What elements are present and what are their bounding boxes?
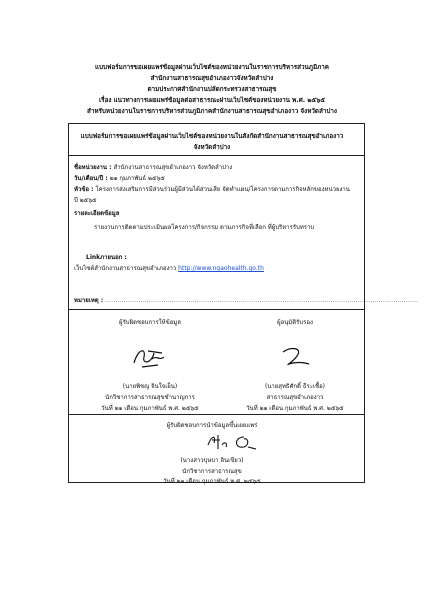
unit-value: สำนักงานสาธารณสุขอำเภองาว จังหวัดลำปาง xyxy=(113,164,233,171)
remark-label: หมายเหตุ : xyxy=(74,297,104,304)
subject-value-line-2: ปี ๒๕๖๕ xyxy=(74,197,97,204)
website-link[interactable]: http://www.ngaohealth.go.th xyxy=(178,265,264,272)
date-row xyxy=(74,173,165,183)
bottom-sign-name: (นางสาวบุษบา อินเขียว) xyxy=(180,457,244,464)
unit-row xyxy=(74,162,232,172)
header-line-5: สำหรับหน่วยงานในราชการบริหารส่วนภูมิภาคสำนักงานสาธารณสุขอำเภองาว จังหวัดลำปาง xyxy=(87,108,337,115)
title-divider xyxy=(68,155,365,156)
bottom-sign-position: นักวิชาการสาธารณสุข xyxy=(182,468,242,475)
left-signature-image xyxy=(128,343,170,371)
bottom-signature-image xyxy=(204,431,268,453)
left-sign-date: วันที่ ๒๑ เดือน กุมภาพันธ์ พ.ศ. ๒๕๖๕ xyxy=(101,405,199,412)
form-title-line-2: จังหวัดลำปาง xyxy=(193,144,231,151)
details-text: รายงานการติดตามประเมินผลโครงการ/กิจกรรม ตามภารกิจที่เลือก ที่ผู้บริหารรับทราบ xyxy=(94,224,315,231)
bottom-sign-date: วันที่ ๒๑ เดือน กุมภาพันธ์ พ.ศ. ๒๕๖๕ xyxy=(163,478,261,485)
link-label: Linkภายนอก : xyxy=(86,254,127,261)
left-sign-position: นักวิชาการสาธารณสุขชำนาญการ xyxy=(105,394,195,401)
unit-label: ชื่อหน่วยงาน : xyxy=(74,164,112,171)
link-prefix: เว็บไซต์สำนักงานสาธารณสุขอำเภองาว xyxy=(74,265,177,272)
remark-row xyxy=(74,295,419,305)
subject-value: โครงการส่งเสริมการมีส่วนร่วมผู้มีส่วนได้ส่วนเสีย จัดทำแผน/โครงการตามการกิจหลักของหน่วยงาน xyxy=(95,186,350,193)
remark-dots: ...................................................................................................................................................... xyxy=(105,298,419,304)
left-sign-title: ผู้รับผิดชอบการให้ข้อมูล xyxy=(119,319,181,326)
signature-divider xyxy=(68,414,365,415)
date-value: ๒๑ กุมภาพันธ์ ๒๕๖๕ xyxy=(109,175,165,182)
header-line-2: สำนักงานสาธารณสุขอำเภองาวจังหวัดลำปาง xyxy=(150,75,274,82)
right-signature-image xyxy=(275,344,315,370)
right-sign-name: (นายสุทธิศักดิ์ ธีระเชื้อ) xyxy=(264,383,326,390)
right-sign-date: วันที่ ๒๑ เดือน กุมภาพันธ์ พ.ศ. ๒๕๖๕ xyxy=(246,405,344,412)
left-sign-name: (นายพิชญ จินใจเย็น) xyxy=(122,383,178,390)
date-label: วัน/เดือน/ปี : xyxy=(74,175,108,182)
subject-label: หัวข้อ : xyxy=(74,186,94,193)
remark-divider xyxy=(68,309,365,310)
header-line-4: เรื่อง แนวทางการเผยแพร่ข้อมูลต่อสาธารณะผ่านเว็บไซต์ของหน่วยงาน พ.ศ. ๒๕๖๕ xyxy=(99,97,325,104)
form-title-line-1: แบบฟอร์มการขอเผยแพร่ข้อมูลผ่านเว็บไซต์ของหน่วยงานในสังกัดสำนักงานสาธารณสุขอำเภองาว xyxy=(80,133,344,140)
bottom-sign-title: ผู้รับผิดชอบการนำข้อมูลขึ้นเผยแพร่ xyxy=(166,422,258,429)
link-row xyxy=(74,263,264,273)
header-line-1: แบบฟอร์มการขอเผยแพร่ข้อมูลผ่านเว็บไซต์ของหน่วยงานในราชการบริหารส่วนภูมิภาค xyxy=(95,64,329,71)
right-sign-position: สาธารณสุขอำเภองาว xyxy=(266,394,324,401)
header-line-3: ตามประกาศสำนักงานปลัดกระทรวงสาธารณสุข xyxy=(147,86,277,93)
right-sign-title: ผู้อนุมัติรับรอง xyxy=(277,319,313,326)
subject-row xyxy=(74,184,350,194)
details-label: รายละเอียดข้อมูล xyxy=(74,210,120,217)
